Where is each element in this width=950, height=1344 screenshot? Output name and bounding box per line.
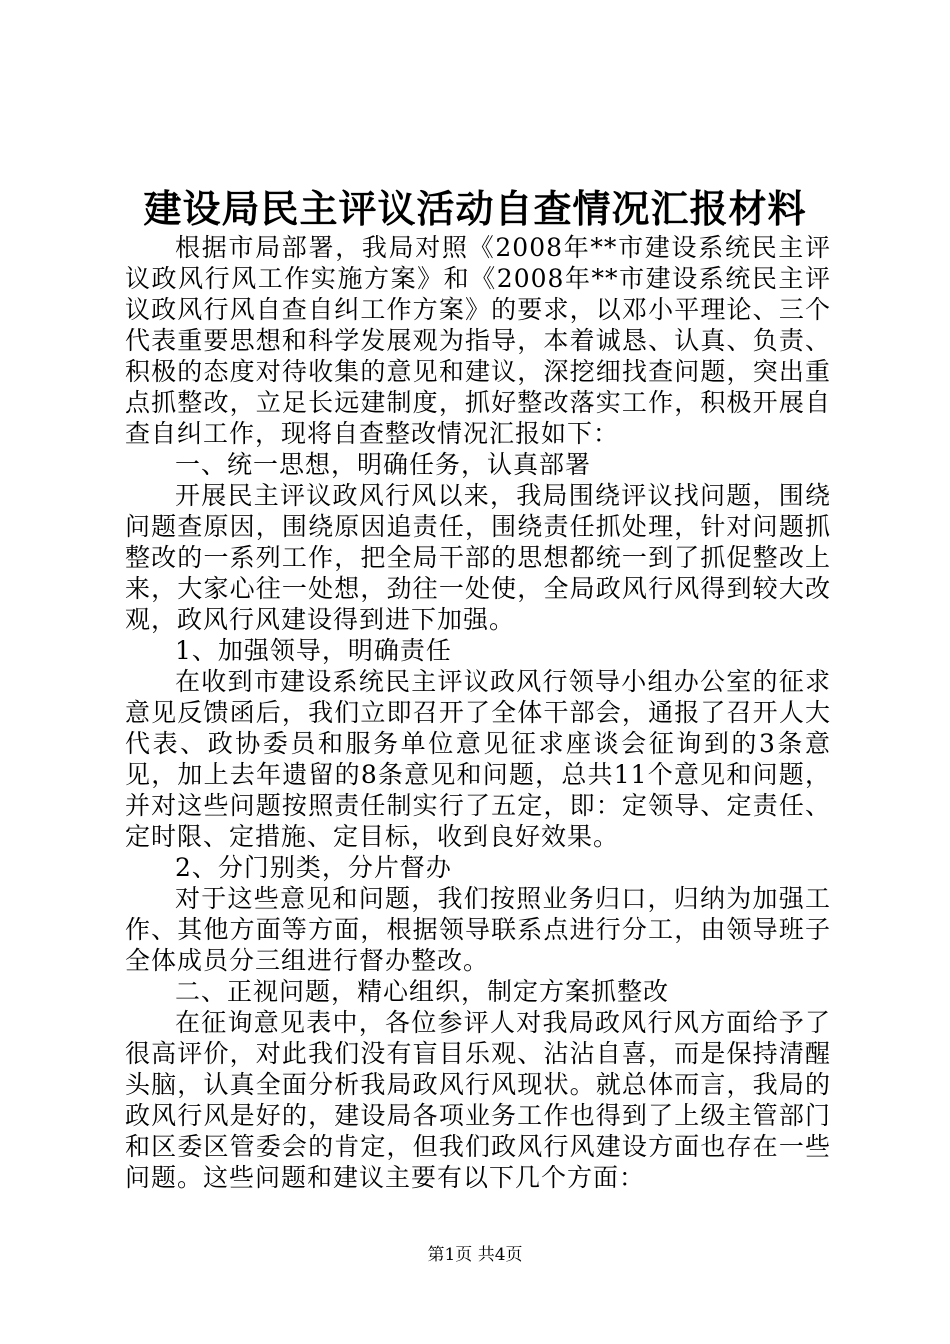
heading-subsection-2: 2、分门别类，分片督办 [175,853,452,882]
paragraph-section-1: 开展民主评议政风行风以来，我局围绕评议找问题，围绕问题查原因，围绕原因追责任，围绕责任抓处理，针对问题抓整改的一系列工作，把全局干部的思想都统一到了抓促整改上来，大家心往一处想，劲往一处使，全局政风行风得到较大改观，政风行风建设得到进下加强。 [125,481,831,634]
page-footer: 第1页 共4页 [427,1245,523,1265]
document-title: 建设局民主评议活动自查情况汇报材料 [143,186,807,231]
heading-section-2: 二、正视问题，精心组织，制定方案抓整改 [175,977,670,1006]
paragraph-intro: 根据市局部署，我局对照《2008年**市建设系统民主评议政风行风工作实施方案》和《2008年**市建设系统民主评议政风行风自查自纠工作方案》的要求，以邓小平理论、三个代表重要思想和科学发展观为指导，本着诚恳、认真、负责、积极的态度对待收集的意见和建议，深挖细找查问题，突出重点抓整改，立足长远建制度，抓好整改落实工作，积极开展自查自纠工作，现将自查整改情况汇报如下： [125,233,831,448]
paragraph-subsection-1: 在收到市建设系统民主评议政风行领导小组办公室的征求意见反馈函后，我们立即召开了全体干部会，通报了召开人大代表、政协委员和服务单位意见征求座谈会征询到的3条意见，加上去年遗留的8条意见和问题，总共11个意见和问题，并对这些问题按照责任制实行了五定，即：定领导、定责任、定时限、定措施、定目标，收到良好效果。 [125,667,831,851]
paragraph-section-2: 在征询意见表中，各位参评人对我局政风行风方面给予了很高评价，对此我们没有盲目乐观、沾沾自喜，而是保持清醒头脑，认真全面分析我局政风行风现状。就总体而言，我局的政风行风是好的，建设局各项业务工作也得到了上级主管部门和区委区管委会的肯定，但我们政风行风建设方面也存在一些问题。这些问题和建议主要有以下几个方面： [125,1008,831,1192]
heading-section-1: 一、统一思想，明确任务，认真部署 [175,450,592,479]
heading-subsection-1: 1、加强领导，明确责任 [175,636,452,665]
paragraph-subsection-2: 对于这些意见和问题，我们按照业务归口，归纳为加强工作、其他方面等方面，根据领导联系点进行分工，由领导班子全体成员分三组进行督办整改。 [125,884,831,975]
document-body [125,232,831,1193]
